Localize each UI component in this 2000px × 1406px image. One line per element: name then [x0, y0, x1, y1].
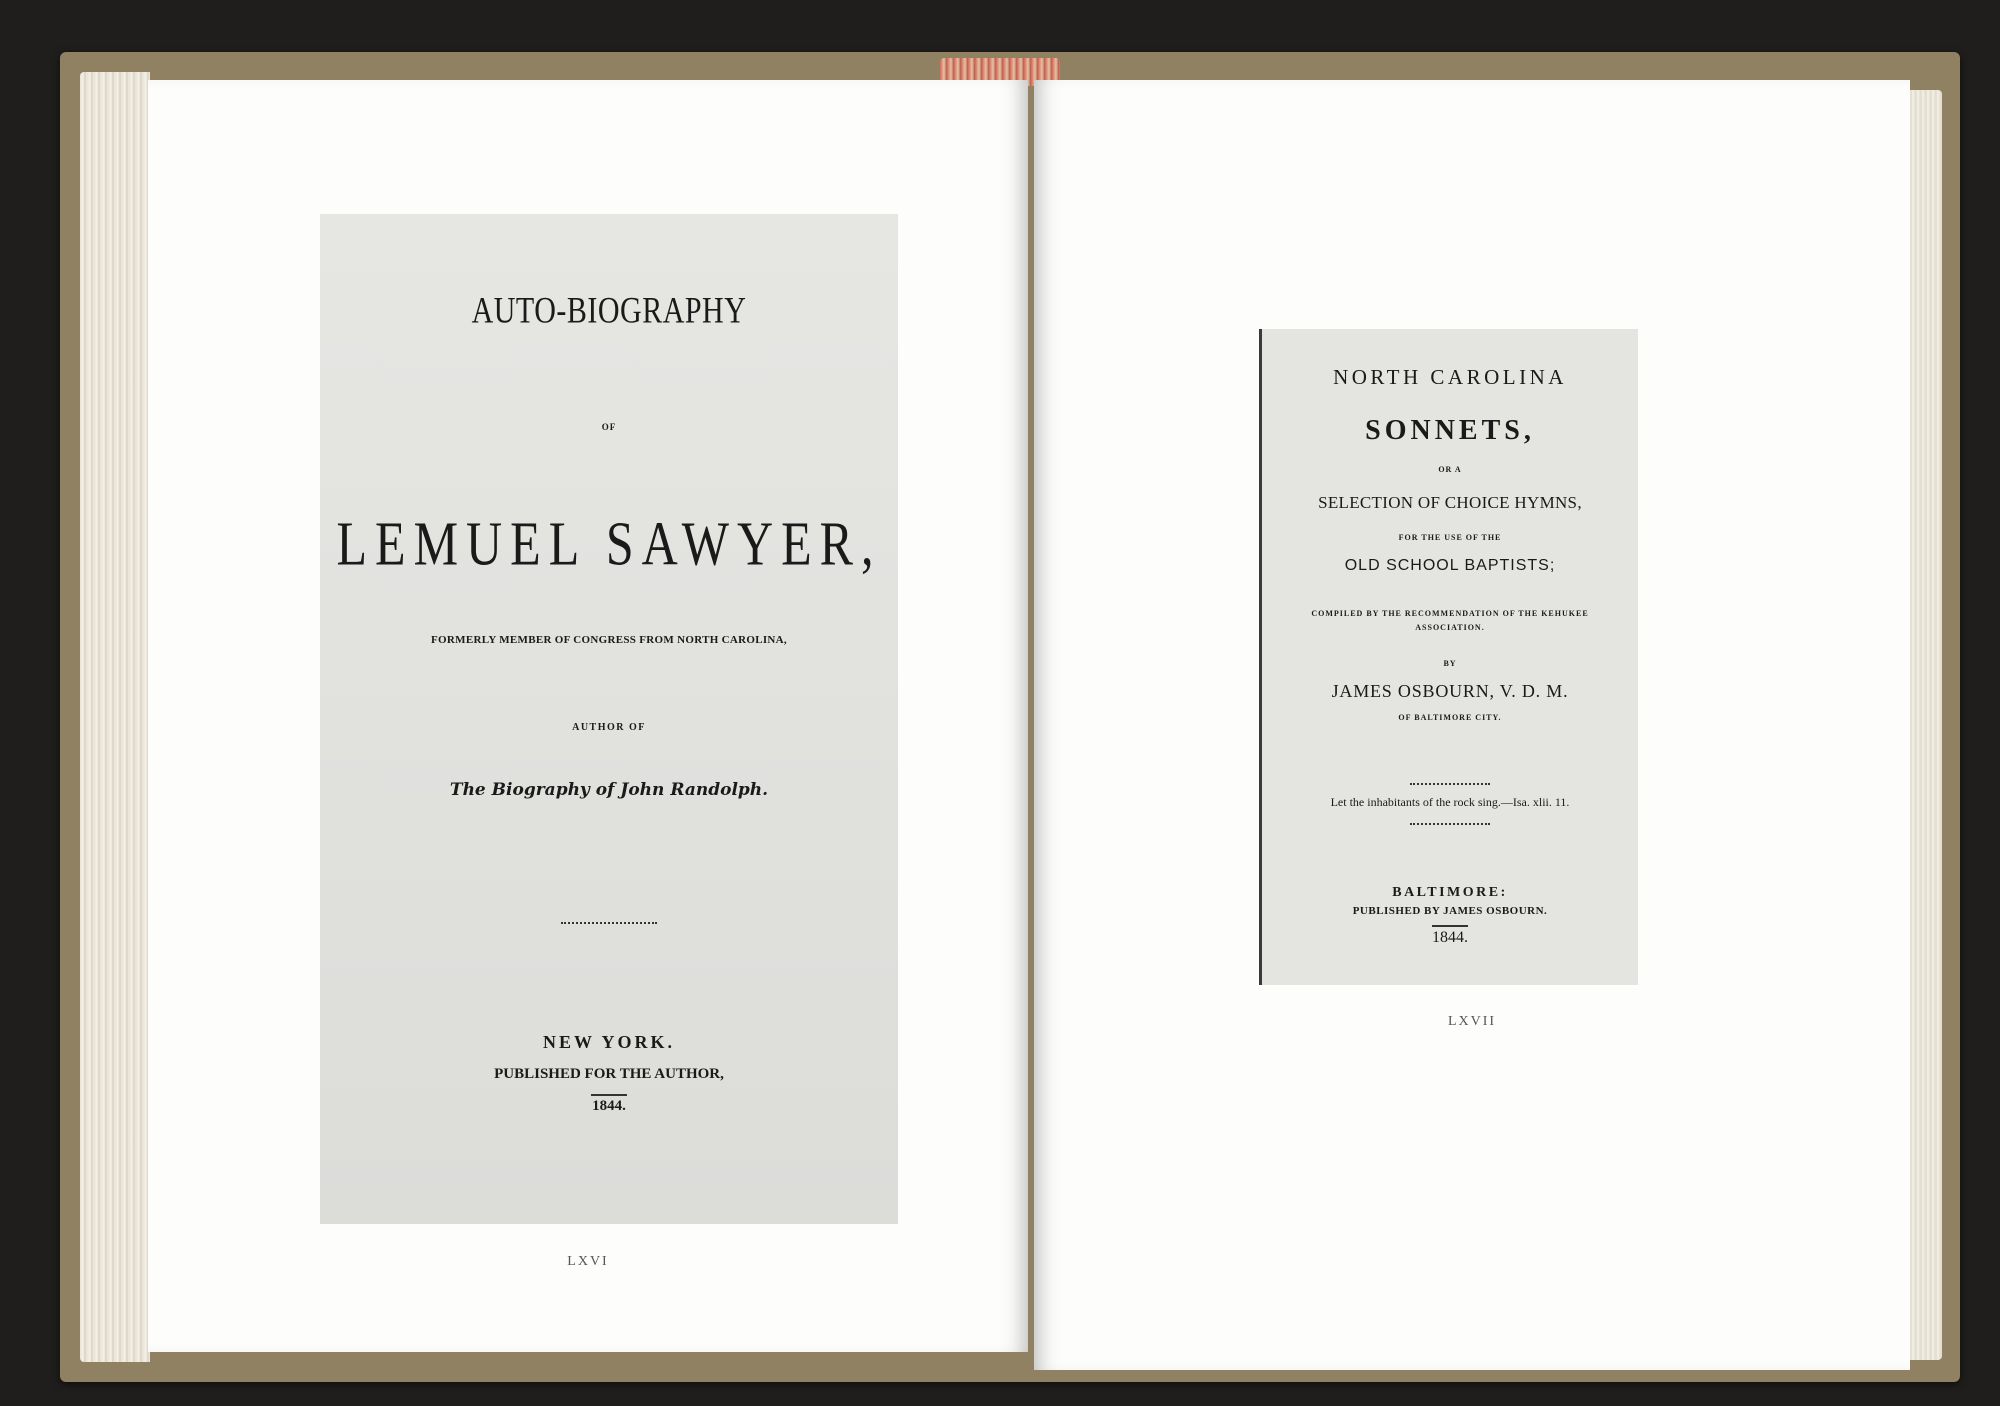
- plate-rule-top: [1410, 783, 1490, 785]
- plate-for-use: FOR THE USE OF THE: [1398, 533, 1502, 542]
- plate-description: FORMERLY MEMBER OF CONGRESS FROM NORTH CAROLINA,: [431, 634, 787, 646]
- plate-year-rule: [1432, 925, 1468, 927]
- page-edges-right: [1908, 90, 1942, 1360]
- right-page: [1034, 80, 1910, 1370]
- plate-publisher: PUBLISHED BY JAMES OSBOURN.: [1352, 905, 1548, 917]
- plate-year: 1844.: [1432, 929, 1468, 946]
- title-page-plate-north-carolina-sonnets: [1259, 329, 1638, 985]
- plate-place: NEW YORK.: [542, 1032, 675, 1052]
- plate-association: ASSOCIATION.: [1415, 623, 1485, 632]
- plate-author-of: AUTHOR OF: [572, 722, 646, 733]
- plate-other-work: The Biography of John Randolph.: [449, 780, 769, 800]
- plate-epigraph: Let the inhabitants of the rock sing.—Isa. xlii. 11.: [1330, 795, 1570, 809]
- plate-author: JAMES OSBOURN, V. D. M.: [1331, 681, 1569, 701]
- plate-place: BALTIMORE:: [1392, 885, 1508, 900]
- plate-audience: OLD SCHOOL BAPTISTS;: [1344, 557, 1556, 574]
- plate-title-line2: SONNETS,: [1365, 415, 1535, 446]
- plate-of: OF: [601, 422, 617, 432]
- plate-author-name: LEMUEL SAWYER,: [336, 508, 882, 578]
- page-number-left: LXVI: [567, 1254, 609, 1269]
- page-edges-left: [80, 72, 150, 1362]
- plate-year: 1844.: [592, 1098, 626, 1114]
- plate-year-rule: [591, 1094, 627, 1096]
- title-page-plate-lemuel-sawyer: [320, 214, 898, 1224]
- plate-or-a: OR A: [1438, 465, 1462, 474]
- page-number-right: LXVII: [1447, 1014, 1497, 1029]
- plate-title-line1: NORTH CAROLINA: [1333, 365, 1567, 389]
- plate-by: BY: [1443, 659, 1457, 668]
- plate-publisher: PUBLISHED FOR THE AUTHOR,: [494, 1066, 724, 1082]
- plate-rule: [561, 922, 657, 924]
- plate-author-place: OF BALTIMORE CITY.: [1398, 713, 1502, 722]
- plate-compiled: COMPILED BY THE RECOMMENDATION OF THE KEHUKEE: [1311, 609, 1589, 618]
- plate-rule-bottom: [1410, 823, 1490, 825]
- plate-subtitle: SELECTION OF CHOICE HYMNS,: [1318, 493, 1582, 512]
- plate-title: AUTO-BIOGRAPHY: [471, 289, 747, 331]
- left-page: [148, 80, 1028, 1352]
